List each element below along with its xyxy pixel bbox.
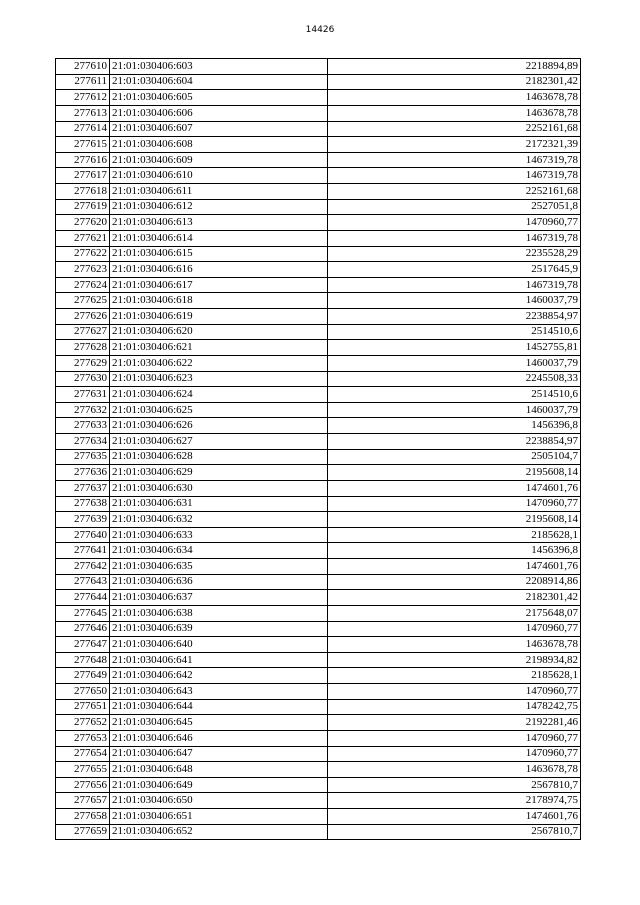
table-row <box>56 715 581 731</box>
row-id-cell: 277644 <box>56 590 110 606</box>
cadastral-value-cell: 1474601,76 <box>328 480 581 496</box>
table-row <box>56 512 581 528</box>
cadastral-value-cell: 1463678,78 <box>328 105 581 121</box>
cadastral-number-cell: 21:01:030406:607 <box>110 121 328 137</box>
cadastral-value-table <box>55 58 581 840</box>
cadastral-number-cell: 21:01:030406:637 <box>110 590 328 606</box>
cadastral-number-cell: 21:01:030406:636 <box>110 574 328 590</box>
table-row <box>56 215 581 231</box>
cadastral-value-cell: 1467319,78 <box>328 168 581 184</box>
cadastral-value-cell: 2252161,68 <box>328 121 581 137</box>
cadastral-number-cell: 21:01:030406:640 <box>110 637 328 653</box>
cadastral-number-cell: 21:01:030406:635 <box>110 559 328 575</box>
row-id-cell: 277616 <box>56 152 110 168</box>
cadastral-value-cell: 2195608,14 <box>328 512 581 528</box>
cadastral-value-cell: 1470960,77 <box>328 684 581 700</box>
cadastral-value-cell: 2567810,7 <box>328 824 581 840</box>
row-id-cell: 277630 <box>56 371 110 387</box>
row-id-cell: 277626 <box>56 309 110 325</box>
row-id-cell: 277658 <box>56 809 110 825</box>
row-id-cell: 277652 <box>56 715 110 731</box>
cadastral-number-cell: 21:01:030406:609 <box>110 152 328 168</box>
row-id-cell: 277647 <box>56 637 110 653</box>
cadastral-number-cell: 21:01:030406:632 <box>110 512 328 528</box>
cadastral-number-cell: 21:01:030406:630 <box>110 480 328 496</box>
cadastral-number-cell: 21:01:030406:652 <box>110 824 328 840</box>
table-row <box>56 543 581 559</box>
cadastral-value-cell: 2218894,89 <box>328 59 581 75</box>
cadastral-number-cell: 21:01:030406:648 <box>110 762 328 778</box>
cadastral-value-cell: 2185628,1 <box>328 527 581 543</box>
cadastral-value-cell: 1470960,77 <box>328 621 581 637</box>
table-row <box>56 137 581 153</box>
table-row <box>56 74 581 90</box>
row-id-cell: 277619 <box>56 199 110 215</box>
table-row <box>56 684 581 700</box>
row-id-cell: 277613 <box>56 105 110 121</box>
row-id-cell: 277628 <box>56 340 110 356</box>
table-row <box>56 355 581 371</box>
cadastral-value-cell: 2238854,97 <box>328 434 581 450</box>
cadastral-value-cell: 1470960,77 <box>328 215 581 231</box>
table-row <box>56 168 581 184</box>
cadastral-value-cell: 1463678,78 <box>328 637 581 653</box>
cadastral-number-cell: 21:01:030406:628 <box>110 449 328 465</box>
cadastral-number-cell: 21:01:030406:613 <box>110 215 328 231</box>
table-row <box>56 293 581 309</box>
table-row <box>56 527 581 543</box>
cadastral-number-cell: 21:01:030406:608 <box>110 137 328 153</box>
row-id-cell: 277638 <box>56 496 110 512</box>
row-id-cell: 277650 <box>56 684 110 700</box>
table-row <box>56 699 581 715</box>
cadastral-value-cell: 2517645,9 <box>328 262 581 278</box>
row-id-cell: 277624 <box>56 277 110 293</box>
cadastral-value-cell: 2182301,42 <box>328 590 581 606</box>
cadastral-value-cell: 1470960,77 <box>328 730 581 746</box>
table-row <box>56 309 581 325</box>
table-row <box>56 809 581 825</box>
cadastral-number-cell: 21:01:030406:620 <box>110 324 328 340</box>
cadastral-number-cell: 21:01:030406:618 <box>110 293 328 309</box>
cadastral-value-cell: 2527051,8 <box>328 199 581 215</box>
cadastral-value-cell: 1460037,79 <box>328 402 581 418</box>
cadastral-value-cell: 1470960,77 <box>328 496 581 512</box>
table-row <box>56 262 581 278</box>
row-id-cell: 277634 <box>56 434 110 450</box>
table-row <box>56 324 581 340</box>
table-row <box>56 434 581 450</box>
row-id-cell: 277632 <box>56 402 110 418</box>
table-row <box>56 793 581 809</box>
row-id-cell: 277654 <box>56 746 110 762</box>
cadastral-number-cell: 21:01:030406:638 <box>110 605 328 621</box>
cadastral-number-cell: 21:01:030406:621 <box>110 340 328 356</box>
cadastral-value-cell: 1460037,79 <box>328 355 581 371</box>
cadastral-value-cell: 2245508,33 <box>328 371 581 387</box>
cadastral-number-cell: 21:01:030406:647 <box>110 746 328 762</box>
cadastral-value-cell: 2185628,1 <box>328 668 581 684</box>
table-row <box>56 402 581 418</box>
cadastral-value-cell: 2514510,6 <box>328 324 581 340</box>
row-id-cell: 277620 <box>56 215 110 231</box>
cadastral-value-cell: 1470960,77 <box>328 746 581 762</box>
cadastral-number-cell: 21:01:030406:651 <box>110 809 328 825</box>
table-row <box>56 574 581 590</box>
row-id-cell: 277633 <box>56 418 110 434</box>
cadastral-number-cell: 21:01:030406:604 <box>110 74 328 90</box>
cadastral-value-cell: 2567810,7 <box>328 777 581 793</box>
row-id-cell: 277621 <box>56 230 110 246</box>
row-id-cell: 277637 <box>56 480 110 496</box>
row-id-cell: 277659 <box>56 824 110 840</box>
row-id-cell: 277635 <box>56 449 110 465</box>
row-id-cell: 277656 <box>56 777 110 793</box>
table-row <box>56 668 581 684</box>
row-id-cell: 277614 <box>56 121 110 137</box>
cadastral-number-cell: 21:01:030406:649 <box>110 777 328 793</box>
cadastral-value-cell: 1467319,78 <box>328 152 581 168</box>
page-number: 14426 <box>305 25 335 35</box>
cadastral-number-cell: 21:01:030406:610 <box>110 168 328 184</box>
table-row <box>56 730 581 746</box>
table-row <box>56 746 581 762</box>
cadastral-number-cell: 21:01:030406:627 <box>110 434 328 450</box>
cadastral-value-cell: 1452755,81 <box>328 340 581 356</box>
table-row <box>56 777 581 793</box>
row-id-cell: 277655 <box>56 762 110 778</box>
table-row <box>56 449 581 465</box>
cadastral-number-cell: 21:01:030406:619 <box>110 309 328 325</box>
row-id-cell: 277627 <box>56 324 110 340</box>
cadastral-value-cell: 2172321,39 <box>328 137 581 153</box>
table-row <box>56 652 581 668</box>
cadastral-value-cell: 1456396,8 <box>328 418 581 434</box>
table-row <box>56 184 581 200</box>
row-id-cell: 277640 <box>56 527 110 543</box>
cadastral-number-cell: 21:01:030406:624 <box>110 387 328 403</box>
row-id-cell: 277639 <box>56 512 110 528</box>
table-row <box>56 152 581 168</box>
cadastral-number-cell: 21:01:030406:634 <box>110 543 328 559</box>
cadastral-value-cell: 2182301,42 <box>328 74 581 90</box>
table-row <box>56 90 581 106</box>
table-row <box>56 59 581 75</box>
cadastral-number-cell: 21:01:030406:633 <box>110 527 328 543</box>
cadastral-value-cell: 1463678,78 <box>328 762 581 778</box>
cadastral-value-cell: 2238854,97 <box>328 309 581 325</box>
table-row <box>56 199 581 215</box>
row-id-cell: 277618 <box>56 184 110 200</box>
table-row <box>56 762 581 778</box>
row-id-cell: 277610 <box>56 59 110 75</box>
row-id-cell: 277646 <box>56 621 110 637</box>
cadastral-value-cell: 1478242,75 <box>328 699 581 715</box>
table-row <box>56 418 581 434</box>
table-row <box>56 480 581 496</box>
row-id-cell: 277648 <box>56 652 110 668</box>
cadastral-value-cell: 1467319,78 <box>328 277 581 293</box>
row-id-cell: 277653 <box>56 730 110 746</box>
cadastral-number-cell: 21:01:030406:603 <box>110 59 328 75</box>
table-row <box>56 824 581 840</box>
row-id-cell: 277642 <box>56 559 110 575</box>
cadastral-number-cell: 21:01:030406:617 <box>110 277 328 293</box>
row-id-cell: 277629 <box>56 355 110 371</box>
row-id-cell: 277636 <box>56 465 110 481</box>
row-id-cell: 277612 <box>56 90 110 106</box>
table-row <box>56 621 581 637</box>
cadastral-number-cell: 21:01:030406:622 <box>110 355 328 371</box>
cadastral-number-cell: 21:01:030406:625 <box>110 402 328 418</box>
cadastral-number-cell: 21:01:030406:626 <box>110 418 328 434</box>
table-row <box>56 465 581 481</box>
cadastral-number-cell: 21:01:030406:646 <box>110 730 328 746</box>
cadastral-number-cell: 21:01:030406:650 <box>110 793 328 809</box>
row-id-cell: 277651 <box>56 699 110 715</box>
cadastral-value-cell: 1456396,8 <box>328 543 581 559</box>
row-id-cell: 277641 <box>56 543 110 559</box>
table-row <box>56 605 581 621</box>
row-id-cell: 277615 <box>56 137 110 153</box>
cadastral-value-cell: 1467319,78 <box>328 230 581 246</box>
cadastral-value-cell: 1460037,79 <box>328 293 581 309</box>
row-id-cell: 277611 <box>56 74 110 90</box>
cadastral-value-cell: 2514510,6 <box>328 387 581 403</box>
cadastral-number-cell: 21:01:030406:644 <box>110 699 328 715</box>
cadastral-number-cell: 21:01:030406:639 <box>110 621 328 637</box>
cadastral-value-cell: 1463678,78 <box>328 90 581 106</box>
cadastral-number-cell: 21:01:030406:623 <box>110 371 328 387</box>
cadastral-number-cell: 21:01:030406:645 <box>110 715 328 731</box>
row-id-cell: 277617 <box>56 168 110 184</box>
table-row <box>56 121 581 137</box>
row-id-cell: 277625 <box>56 293 110 309</box>
row-id-cell: 277622 <box>56 246 110 262</box>
cadastral-number-cell: 21:01:030406:631 <box>110 496 328 512</box>
table-row <box>56 371 581 387</box>
cadastral-value-cell: 2198934,82 <box>328 652 581 668</box>
cadastral-number-cell: 21:01:030406:612 <box>110 199 328 215</box>
row-id-cell: 277649 <box>56 668 110 684</box>
row-id-cell: 277645 <box>56 605 110 621</box>
row-id-cell: 277631 <box>56 387 110 403</box>
table-row <box>56 340 581 356</box>
cadastral-number-cell: 21:01:030406:629 <box>110 465 328 481</box>
cadastral-value-cell: 2208914,86 <box>328 574 581 590</box>
table-row <box>56 277 581 293</box>
cadastral-number-cell: 21:01:030406:643 <box>110 684 328 700</box>
cadastral-number-cell: 21:01:030406:611 <box>110 184 328 200</box>
row-id-cell: 277657 <box>56 793 110 809</box>
table-row <box>56 637 581 653</box>
cadastral-number-cell: 21:01:030406:606 <box>110 105 328 121</box>
cadastral-value-cell: 2192281,46 <box>328 715 581 731</box>
cadastral-number-cell: 21:01:030406:605 <box>110 90 328 106</box>
cadastral-number-cell: 21:01:030406:616 <box>110 262 328 278</box>
cadastral-value-cell: 2178974,75 <box>328 793 581 809</box>
cadastral-value-cell: 1474601,76 <box>328 559 581 575</box>
cadastral-value-cell: 2235528,29 <box>328 246 581 262</box>
table-row <box>56 496 581 512</box>
table-row <box>56 590 581 606</box>
table-row <box>56 246 581 262</box>
cadastral-value-cell: 2505104,7 <box>328 449 581 465</box>
table-row <box>56 105 581 121</box>
cadastral-value-cell: 2175648,07 <box>328 605 581 621</box>
table-row <box>56 387 581 403</box>
cadastral-number-cell: 21:01:030406:642 <box>110 668 328 684</box>
cadastral-number-cell: 21:01:030406:641 <box>110 652 328 668</box>
cadastral-value-cell: 2195608,14 <box>328 465 581 481</box>
cadastral-value-cell: 1474601,76 <box>328 809 581 825</box>
table-row <box>56 230 581 246</box>
cadastral-value-cell: 2252161,68 <box>328 184 581 200</box>
cadastral-number-cell: 21:01:030406:614 <box>110 230 328 246</box>
table-row <box>56 559 581 575</box>
cadastral-number-cell: 21:01:030406:615 <box>110 246 328 262</box>
row-id-cell: 277623 <box>56 262 110 278</box>
table-body <box>56 59 581 840</box>
row-id-cell: 277643 <box>56 574 110 590</box>
